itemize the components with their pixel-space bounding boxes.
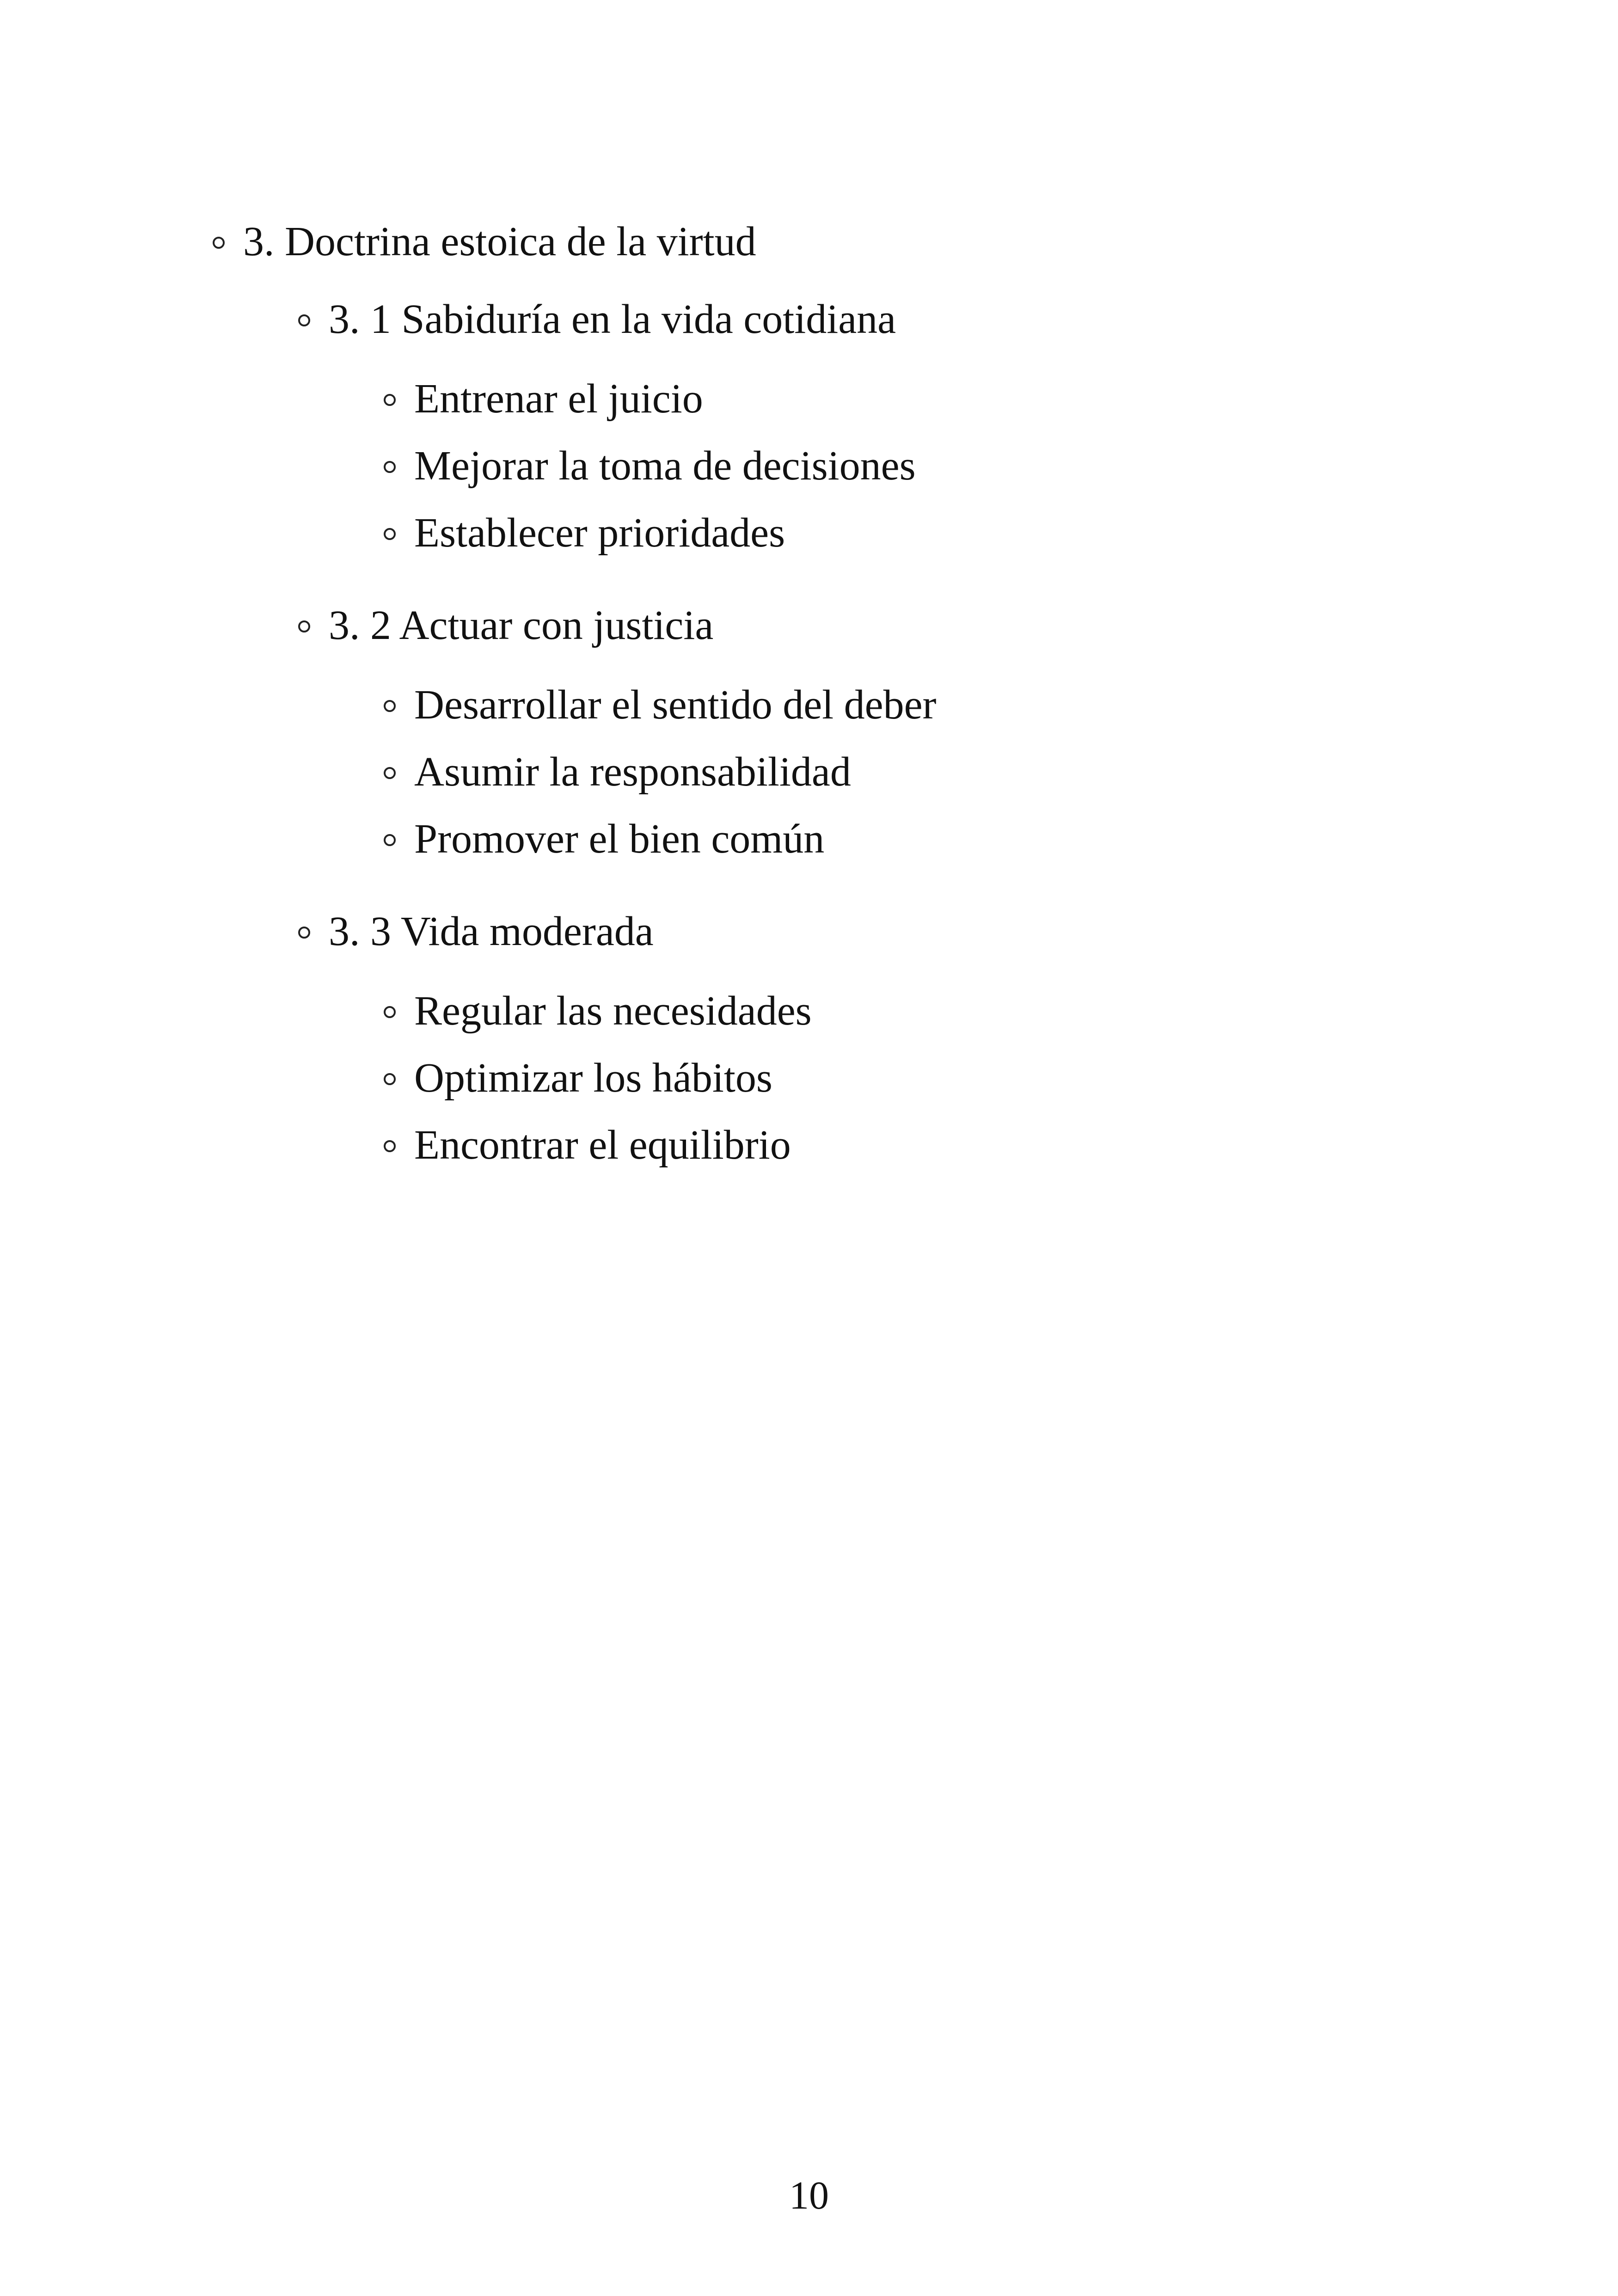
circle-bullet-icon: [298, 620, 310, 632]
list-item: [384, 818, 1461, 860]
list-item: [384, 1124, 1461, 1166]
outline-heading: [213, 221, 1461, 263]
list-item-text: Mejorar la toma de decisiones: [414, 443, 916, 489]
circle-bullet-icon: [384, 834, 396, 846]
list-item: [384, 990, 1461, 1032]
list-item: [384, 751, 1461, 793]
list-item-text: Optimizar los hábitos: [414, 1055, 772, 1101]
list-item: [384, 445, 1461, 487]
list-item-text: Encontrar el equilibrio: [414, 1122, 791, 1168]
list-item: [384, 378, 1461, 420]
outline-list: [213, 221, 1461, 1166]
heading-text: 3. Doctrina estoica de la virtud: [243, 219, 756, 264]
list-item-text: Asumir la responsabilidad: [414, 749, 851, 795]
circle-bullet-icon: [384, 700, 396, 712]
circle-bullet-icon: [384, 1073, 396, 1085]
list-item-text: Regular las necesidades: [414, 988, 812, 1034]
circle-bullet-icon: [384, 1140, 396, 1152]
page-number: 10: [789, 2173, 829, 2217]
list-item-text: Establecer prioridades: [414, 510, 785, 556]
circle-bullet-icon: [384, 528, 396, 540]
circle-bullet-icon: [298, 927, 310, 939]
list-item: [384, 684, 1461, 726]
circle-bullet-icon: [384, 461, 396, 473]
circle-bullet-icon: [298, 314, 310, 326]
circle-bullet-icon: [384, 767, 396, 779]
circle-bullet-icon: [384, 394, 396, 406]
section-title-text: 3. 2 Actuar con justicia: [329, 602, 714, 648]
list-item-text: Promover el bien común: [414, 816, 825, 862]
section-title-text: 3. 1 Sabiduría en la vida cotidiana: [329, 296, 896, 342]
list-item: [384, 1057, 1461, 1099]
section-title: [298, 296, 1461, 342]
section-title: [298, 602, 1461, 648]
section-title-text: 3. 3 Vida moderada: [329, 909, 654, 954]
circle-bullet-icon: [384, 1006, 396, 1018]
section-title: [298, 911, 1461, 952]
list-item: [384, 512, 1461, 554]
list-item-text: Entrenar el juicio: [414, 376, 703, 422]
circle-bullet-icon: [213, 237, 225, 249]
list-item-text: Desarrollar el sentido del deber: [414, 682, 937, 728]
